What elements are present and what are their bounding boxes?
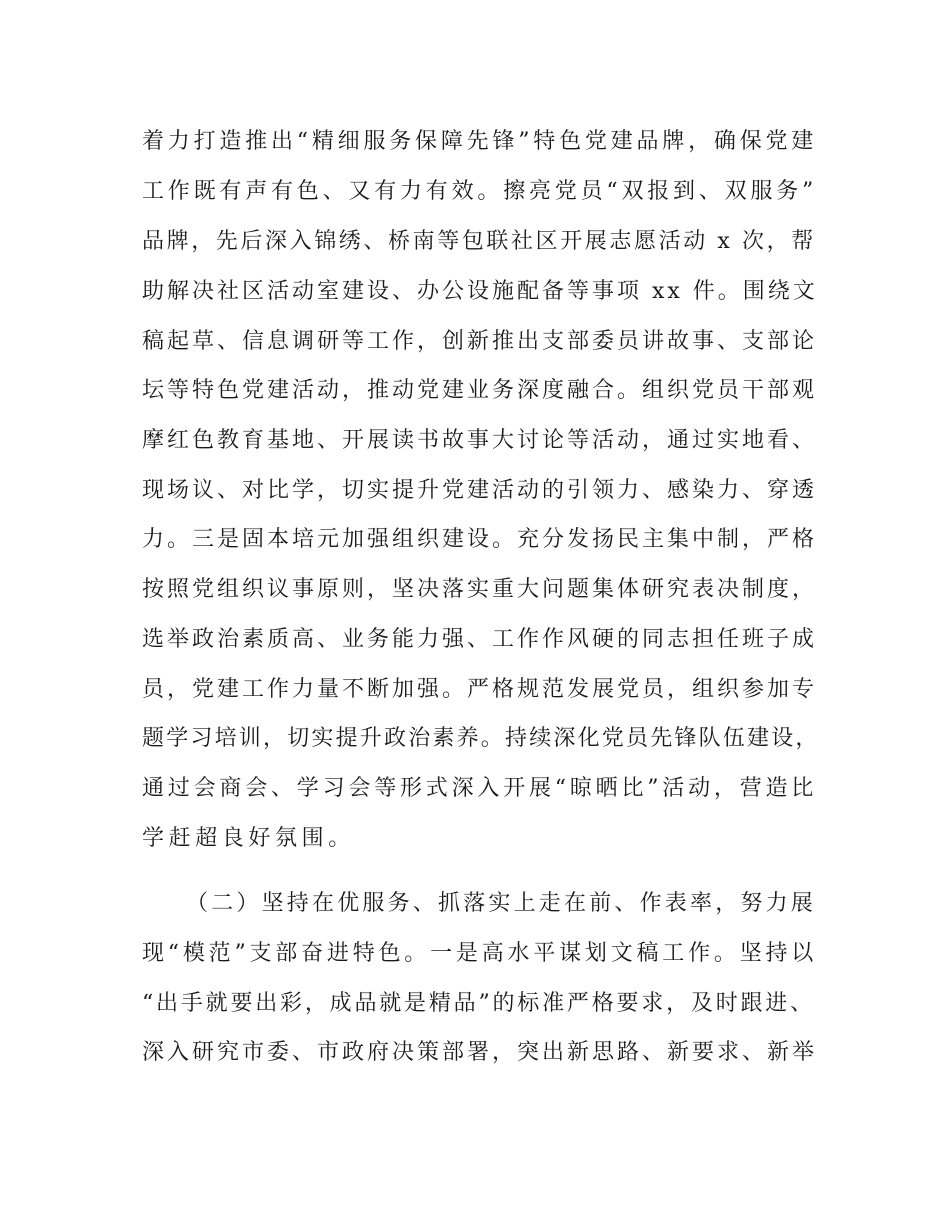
- text-line: 现场议、对比学，切实提升党建活动的引领力、感染力、穿透: [142, 478, 818, 503]
- text-line: 着力打造推出“精细服务保障先锋”特色党建品牌，确保党建: [142, 129, 818, 154]
- text-line: 稿起草、信息调研等工作，创新推出支部委员讲故事、支部论: [142, 329, 818, 354]
- text-line: 工作既有声有色、又有力有效。擦亮党员“双报到、双服务”: [142, 179, 818, 204]
- text-line: 选举政治素质高、业务能力强、工作作风硬的同志担任班子成: [142, 627, 818, 652]
- text-line: 深入研究市委、市政府决策部署，突出新思路、新要求、新举: [142, 1040, 818, 1065]
- text-line: 按照党组织议事原则，坚决落实重大问题集体研究表决制度，: [142, 577, 818, 602]
- text-line: 学赶超良好氛围。: [142, 826, 355, 851]
- text-line: （二）坚持在优服务、抓落实上走在前、作表率，努力展: [186, 891, 817, 916]
- text-line: 品牌，先后深入锦绣、桥南等包联社区开展志愿活动 x 次，帮: [142, 229, 816, 254]
- text-line: 力。三是固本培元加强组织建设。充分发扬民主集中制，严格: [142, 527, 818, 552]
- text-line: 员，党建工作力量不断加强。严格规范发展党员，组织参加专: [142, 677, 818, 702]
- text-line: 题学习培训，切实提升政治素养。持续深化党员先锋队伍建设，: [142, 726, 820, 751]
- text-line: 现“模范”支部奋进特色。一是高水平谋划文稿工作。坚持以: [142, 941, 818, 966]
- text-line: 助解决社区活动室建设、办公设施配备等事项 xx 件。围绕文: [142, 279, 818, 304]
- text-line: 坛等特色党建活动，推动党建业务深度融合。组织党员干部观: [142, 378, 818, 403]
- text-line: 摩红色教育基地、开展读书故事大讨论等活动，通过实地看、: [142, 428, 818, 453]
- text-line: 通过会商会、学习会等形式深入开展“晾晒比”活动，营造比: [142, 776, 818, 801]
- text-line: “出手就要出彩，成品就是精品”的标准严格要求，及时跟进、: [142, 991, 815, 1016]
